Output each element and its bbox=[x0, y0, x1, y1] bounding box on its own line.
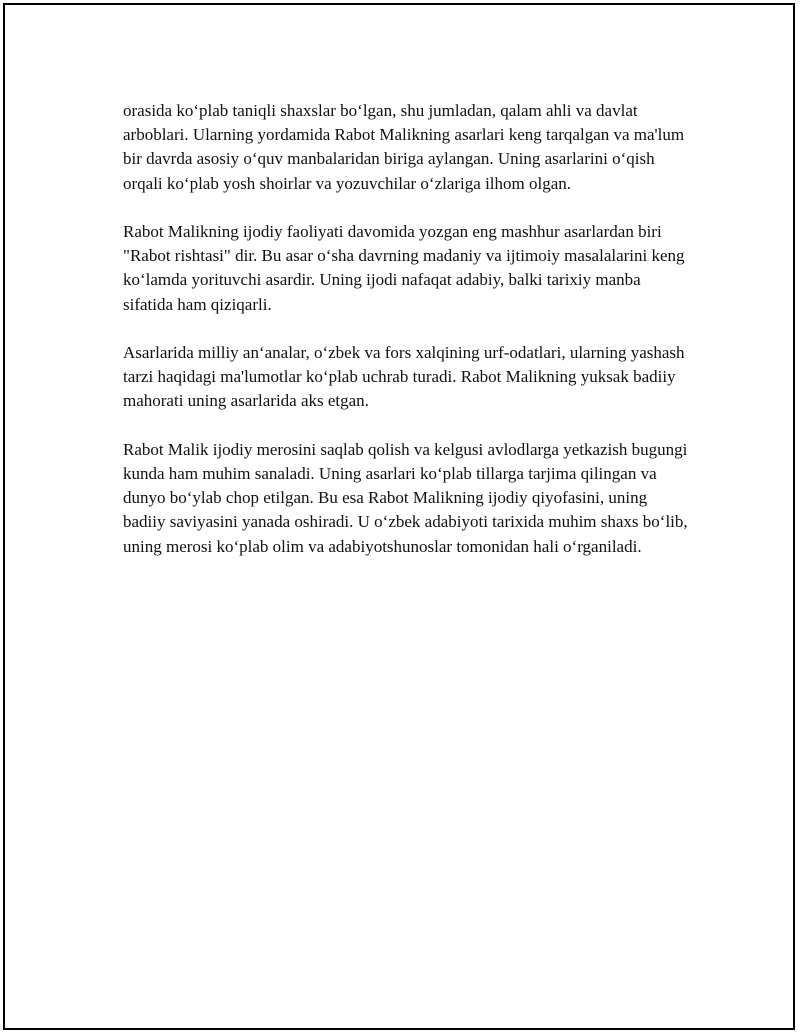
page-frame bbox=[3, 3, 795, 1030]
paragraph-2: Rabot Malikning ijodiy faoliyati davomida yozgan eng mashhur asarlardan biri "Rabot rishtasi" dir. Bu asar o‘sha davrning madaniy va ijtimoiy masalalarini keng ko‘lamda yorituvchi asardir. Uning ijodi nafaqat adabiy, balki tarixiy manba sifatida ham qiziqarli. bbox=[123, 222, 685, 314]
paragraph-3: Asarlarida milliy an‘analar, o‘zbek va fors xalqining urf-odatlari, ularning yashash tarzi haqidagi ma'lumotlar ko‘plab uchrab turadi. Rabot Malikning yuksak badiiy mahorati uning asarlarida aks etgan. bbox=[123, 343, 685, 411]
document-body bbox=[123, 99, 693, 583]
paragraph-4: Rabot Malik ijodiy merosini saqlab qolish va kelgusi avlodlarga yetkazish bugungi kunda ham muhim sanaladi. Uning asarlari ko‘plab tillarga tarjima qilingan va dunyo bo‘ylab chop etilgan. Bu esa Rabot Malikning ijodiy qiyofasini, uning badiiy saviyasini yanada oshiradi. U o‘zbek adabiyoti tarixida muhim shaxs bo‘lib, uning merosi ko‘plab olim va adabiyotshunoslar tomonidan hali o‘rganiladi. bbox=[123, 439, 688, 556]
paragraph-1: orasida ko‘plab taniqli shaxslar bo‘lgan, shu jumladan, qalam ahli va davlat arboblari. Ularning yordamida Rabot Malikning asarlari keng tarqalgan va ma'lum bir davrda asosiy o‘quv manbalaridan biriga aylangan. Uning asarlarini o‘qish orqali ko‘plab yosh shoirlar va yozuvchilar o‘zlariga ilhom olgan. bbox=[123, 101, 685, 193]
